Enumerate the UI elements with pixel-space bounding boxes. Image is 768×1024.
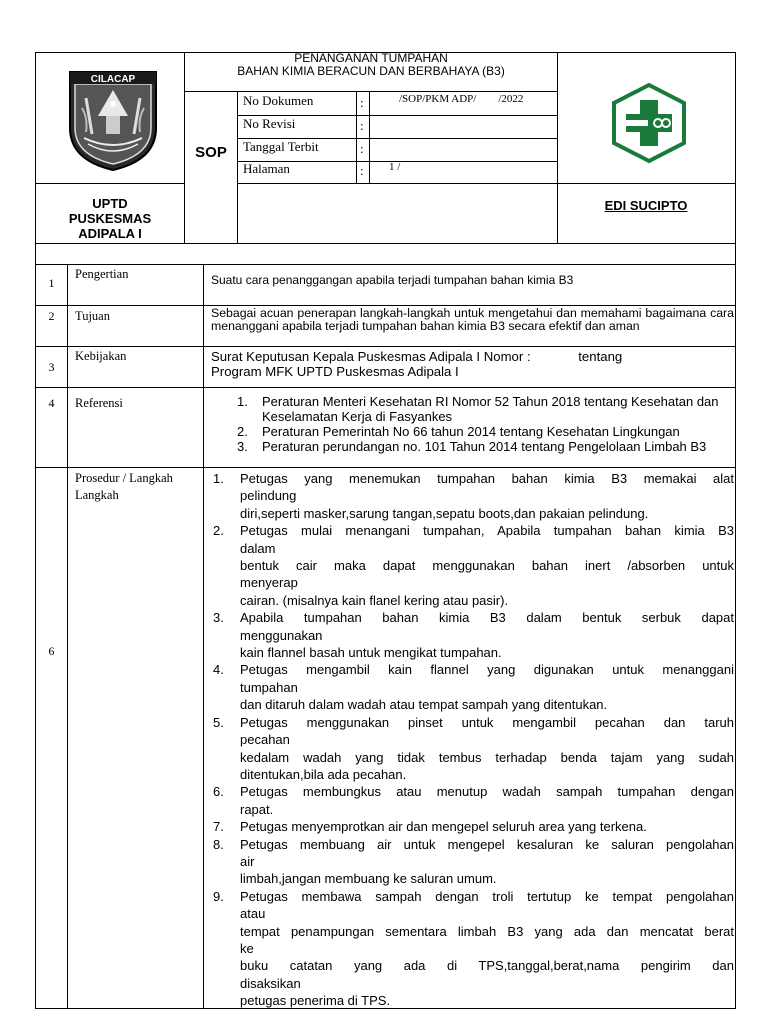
procedure-step — [211, 836, 734, 888]
procedure-step — [211, 888, 734, 1010]
procedure-step — [211, 783, 734, 818]
reference-list — [237, 394, 735, 454]
procedure-step-line: Apabila tumpahan bahan kimia B3 dalam bentuk serbuk dapat — [240, 610, 734, 626]
reference-text: Peraturan Pemerintah No 66 tahun 2014 tentang Kesehatan Lingkungan — [262, 424, 680, 439]
doc-row-label-nodokumen: No Dokumen — [243, 93, 314, 108]
procedure-step-line: pelindung — [240, 488, 297, 504]
procedure-step-number: 7. — [213, 819, 224, 835]
reference-item — [237, 424, 735, 439]
procedure-step-line: Petugas mengambil kain flannel yang digunakan untuk menanggani — [240, 662, 734, 678]
procedure-step-line: bentuk cair maka dapat menggunakan bahan inert /absorben untuk — [240, 558, 734, 574]
kebijakan-line-2: Program MFK UPTD Puskesmas Adipala I — [211, 364, 459, 379]
procedure-step-line: dalam — [240, 540, 276, 556]
procedure-step-line: ke — [240, 940, 254, 956]
procedure-step-line: ditentukan,bila ada pecahan. — [240, 766, 407, 782]
section-label-pengertian: Pengertian — [75, 267, 129, 281]
sop-label: SOP — [195, 144, 227, 161]
procedure-step-number: 5. — [213, 714, 224, 730]
procedure-step — [211, 661, 734, 713]
colon: : — [360, 141, 364, 156]
procedure-step-number: 8. — [213, 836, 224, 852]
row-number: 4 — [48, 396, 55, 410]
procedure-step-number: 3. — [213, 610, 224, 626]
row-number: 3 — [48, 360, 55, 374]
colon: : — [360, 95, 364, 110]
procedure-step-line: disaksikan — [240, 975, 301, 991]
procedure-step — [211, 609, 734, 661]
cilacap-logo — [66, 68, 160, 172]
procedure-step-number: 9. — [213, 888, 224, 904]
section-text-tujuan: Sebagai acuan penerapan langkah-langkah untuk mengetahui dan memahami bagaimana cara menanggani apabila terjadi tumpahan bahan kimia B3 secara efektif dan aman — [211, 306, 734, 333]
procedure-step-number: 2. — [213, 523, 224, 539]
procedure-step-number: 4. — [213, 662, 224, 678]
procedure-step-number: 1. — [213, 471, 224, 486]
procedure-step-line: Petugas membawa sampah dengan troli tertutup ke tempat pengolahan — [240, 888, 734, 904]
procedure-step-line: diri,seperti masker,sarung tangan,sepatu boots,dan pakaian pelindung. — [240, 505, 649, 521]
procedure-step-line: tumpahan — [240, 679, 298, 695]
procedure-step-line: rapat. — [240, 801, 274, 817]
org-line-3: ADIPALA I — [78, 226, 142, 241]
doc-row-label-halaman: Halaman — [243, 161, 290, 176]
section-text-kebijakan — [211, 349, 734, 379]
colon: : — [360, 163, 364, 178]
prosedur-label-line-1: Prosedur / Langkah — [75, 471, 173, 485]
procedure-step-line: menggunakan — [240, 627, 323, 643]
section-label-tujuan: Tujuan — [75, 309, 110, 323]
procedure-step-line: buku catatan yang ada di TPS,tanggal,berat,nama pengirim dan — [240, 958, 734, 974]
procedure-step — [211, 714, 734, 784]
document-title — [186, 52, 556, 78]
signatory-name: EDI SUCIPTO — [604, 198, 688, 213]
reference-item — [237, 439, 735, 454]
org-line-2: PUSKESMAS — [68, 211, 152, 226]
procedure-step-line: Petugas membuang air untuk mengepel kesaluran ke saluran pengolahan — [240, 836, 734, 852]
procedure-step — [211, 470, 734, 522]
procedure-step-line: menyerap — [240, 575, 298, 591]
procedure-step-line: kain flannel basah untuk mengikat tumpahan. — [240, 645, 502, 661]
procedure-step-line: Petugas menggunakan pinset untuk mengambil pecahan dan taruh — [240, 714, 734, 730]
section-label-prosedur — [75, 470, 200, 504]
organization-name — [36, 196, 184, 241]
procedure-step-line: Petugas yang menemukan tumpahan bahan kimia B3 memakai alat — [240, 471, 734, 486]
procedure-step-line: kedalam wadah yang tidak tembus terhadap benda tajam yang sudah — [240, 749, 734, 765]
procedure-step-line: limbah,jangan membuang ke saluran umum. — [240, 871, 497, 887]
prosedur-label-line-2: Langkah — [75, 488, 119, 502]
procedure-step-line: pecahan — [240, 732, 290, 748]
title-line-2: BAHAN KIMIA BERACUN DAN BERBAHAYA (B3) — [237, 64, 505, 78]
doc-row-label-tanggal: Tanggal Terbit — [243, 139, 319, 154]
procedure-step-line: Petugas menyemprotkan air dan mengepel seluruh area yang terkena. — [240, 819, 647, 835]
reference-number: 2. — [237, 424, 248, 439]
reference-item — [237, 394, 735, 424]
procedure-step-line: petugas penerima di TPS. — [240, 993, 391, 1009]
puskesmas-logo — [610, 82, 688, 164]
reference-number: 3. — [237, 439, 248, 454]
procedure-step-number: 6. — [213, 784, 224, 800]
row-number: 1 — [48, 276, 55, 290]
reference-text: Peraturan perundangan no. 101 Tahun 2014 tentang Pengelolaan Limbah B3 — [262, 439, 707, 454]
procedure-step-line: tempat penampungan sementara limbah B3 yang ada dan mencatat berat — [240, 923, 734, 939]
kebijakan-line-1: Surat Keputusan Kepala Puskesmas Adipala I Nomor : tentang — [211, 349, 623, 364]
procedure-step-line: air — [240, 853, 255, 869]
section-label-kebijakan: Kebijakan — [75, 349, 127, 363]
row-number: 6 — [48, 644, 55, 658]
title-line-1: PENANGANAN TUMPAHAN — [294, 51, 448, 65]
org-line-1: UPTD — [92, 196, 128, 211]
procedure-step-line: atau — [240, 906, 266, 922]
procedure-step — [211, 818, 734, 835]
procedure-step — [211, 522, 734, 609]
procedure-step-line: Petugas mulai menangani tumpahan, Apabila tumpahan bahan kimia B3 — [240, 523, 734, 539]
doc-row-label-norevisi: No Revisi — [243, 116, 296, 131]
procedure-step-line: Petugas membungkus atau menutup wadah sampah tumpahan dengan — [240, 784, 734, 800]
procedure-step-line: dan ditaruh dalam wadah atau tempat sampah yang ditentukan. — [240, 697, 608, 713]
reference-text: Peraturan Menteri Kesehatan RI Nomor 52 Tahun 2018 tentang Kesehatan dan Keselamatan Kerja di Fasyankes — [262, 394, 719, 424]
section-label-referensi: Referensi — [75, 396, 123, 410]
doc-row-value-halaman: 1 / — [389, 161, 401, 173]
doc-row-value-nodokumen: /SOP/PKM ADP/ /2022 — [399, 93, 524, 105]
procedure-steps — [211, 470, 734, 1010]
procedure-step-line: cairan. (misalnya kain flanel kering atau pasir). — [240, 592, 509, 608]
row-number: 2 — [48, 309, 55, 323]
section-text-pengertian: Suatu cara penanggangan apabila terjadi tumpahan bahan kimia B3 — [211, 273, 574, 287]
colon: : — [360, 118, 364, 133]
logo-text: CILACAP — [90, 74, 136, 85]
reference-number: 1. — [237, 394, 248, 409]
